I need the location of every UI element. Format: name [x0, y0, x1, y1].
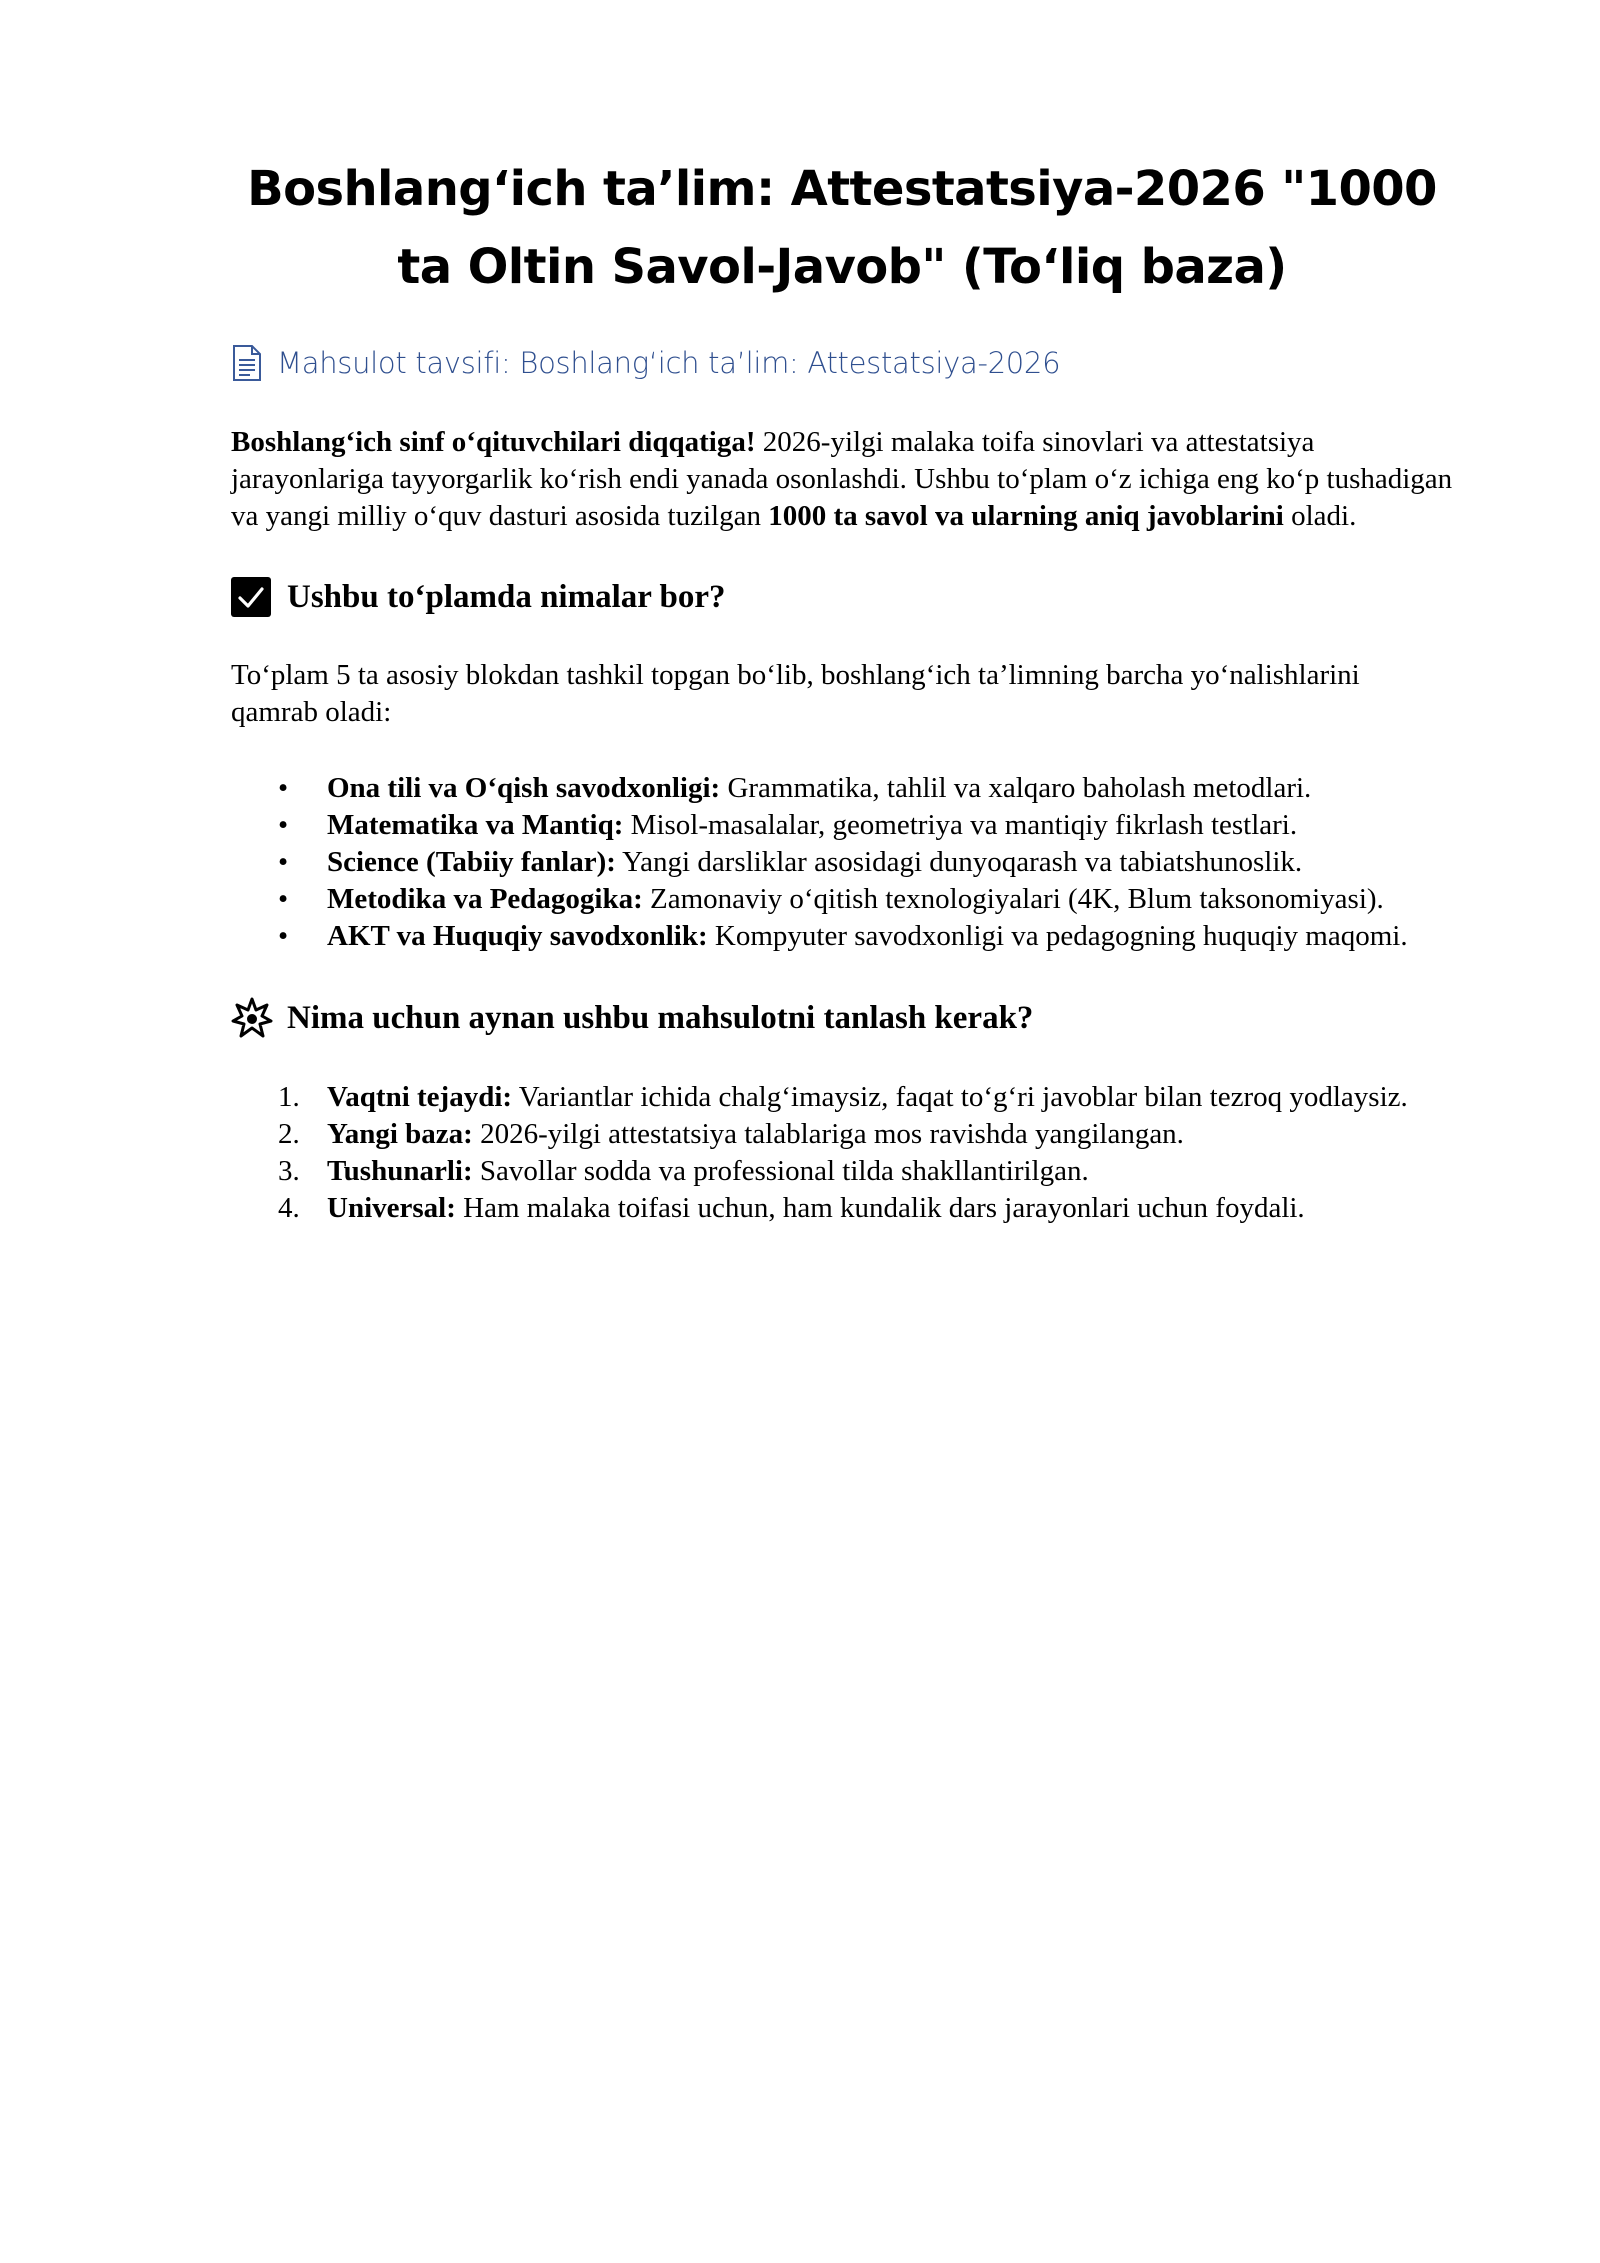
subtitle-text: Mahsulot tavsifi: Boshlang‘ich ta’lim: Attestatsiya-2026 — [277, 346, 1061, 380]
list-item — [231, 807, 1453, 844]
list-item — [231, 1190, 1453, 1227]
intro-text-1: 2026-yilgi malaka toifa sinovlari va attestatsiya jarayonlariga tayyorgarlik ko‘rish endi yanada osonlashdi. Ushbu to‘plam o‘z ichiga eng ko‘p tushadigan va yangi milliy o‘quv dasturi asosida tuzilgan — [231, 426, 1453, 532]
intro-paragraph — [231, 424, 1453, 535]
document-page — [231, 150, 1453, 1227]
list-item-label: Universal: — [327, 1192, 456, 1224]
list-item-label: Tushunarli: — [327, 1155, 473, 1187]
list-item-label: Yangi baza: — [327, 1118, 473, 1150]
page-title: Boshlang‘ich ta’lim: Attestatsiya-2026 "1000 ta Oltin Savol-Javob" (To‘liq baza) — [247, 161, 1437, 295]
list-item-text: Zamonaviy o‘qitish texnologiyalari (4K, Blum taksonomiyasi). — [642, 883, 1384, 915]
list-item-number: 4. — [278, 1192, 300, 1224]
list-item-text: Variantlar ichida chalg‘imaysiz, faqat to‘g‘ri javoblar bilan tezroq yodlaysiz. — [512, 1081, 1408, 1113]
list-item — [231, 1153, 1453, 1190]
list-item-text: 2026-yilgi attestatsiya talablariga mos ravishda yangilangan. — [472, 1118, 1184, 1150]
list-item-text: Yangi darsliklar asosidagi dunyoqarash va tabiatshunoslik. — [615, 846, 1303, 878]
reasons-list — [231, 1079, 1453, 1227]
list-item-text: Kompyuter savodxonligi va pedagogning huquqiy maqomi. — [707, 920, 1408, 952]
section-reasons-heading-text: Nima uchun aynan ushbu mahsulotni tanlash kerak? — [287, 1000, 1034, 1036]
list-item — [231, 1079, 1453, 1116]
list-item-text: Savollar sodda va professional tilda shakllantirilgan. — [472, 1155, 1089, 1187]
intro-text-2: oladi. — [1283, 500, 1357, 532]
intro-bold-lead: Boshlang‘ich sinf o‘qituvchilari diqqatiga! — [231, 426, 756, 458]
list-item-text: Grammatika, tahlil va xalqaro baholash metodlari. — [720, 772, 1312, 804]
list-item-label: Metodika va Pedagogika: — [327, 883, 643, 915]
list-item — [231, 881, 1453, 918]
document-icon — [231, 344, 263, 382]
section-reasons-heading — [231, 997, 1453, 1039]
list-item-label: Science (Tabiiy fanlar): — [327, 846, 616, 878]
sparkle-star-icon — [231, 997, 273, 1039]
list-item-number: 2. — [278, 1118, 300, 1150]
section-contents-heading — [231, 577, 1453, 617]
blocks-intro-paragraph: To‘plam 5 ta asosiy blokdan tashkil topgan bo‘lib, boshlang‘ich ta’limning barcha yo‘nalishlarini qamrab oladi: — [231, 659, 1360, 728]
list-item-number: 3. — [278, 1155, 300, 1187]
list-item — [231, 770, 1453, 807]
list-item-label: AKT va Huquqiy savodxonlik: — [327, 920, 708, 952]
list-item-text: Misol-masalalar, geometriya va mantiqiy fikrlash testlari. — [623, 809, 1298, 841]
list-item-label: Matematika va Mantiq: — [327, 809, 624, 841]
list-item-label: Ona tili va O‘qish savodxonligi: — [327, 772, 721, 804]
list-item-number: 1. — [278, 1081, 300, 1113]
list-item — [231, 844, 1453, 881]
blocks-list — [231, 770, 1453, 955]
list-item-text: Ham malaka toifasi uchun, ham kundalik dars jarayonlari uchun foydali. — [455, 1192, 1305, 1224]
list-item-label: Vaqtni tejaydi: — [327, 1081, 513, 1113]
checkbox-checked-icon — [231, 577, 271, 617]
intro-bold-mid: 1000 ta savol va ularning aniq javoblarini — [768, 500, 1284, 532]
list-item — [231, 918, 1453, 955]
list-item — [231, 1116, 1453, 1153]
product-description-subtitle — [231, 344, 1453, 382]
section-contents-heading-text: Ushbu to‘plamda nimalar bor? — [287, 579, 726, 615]
